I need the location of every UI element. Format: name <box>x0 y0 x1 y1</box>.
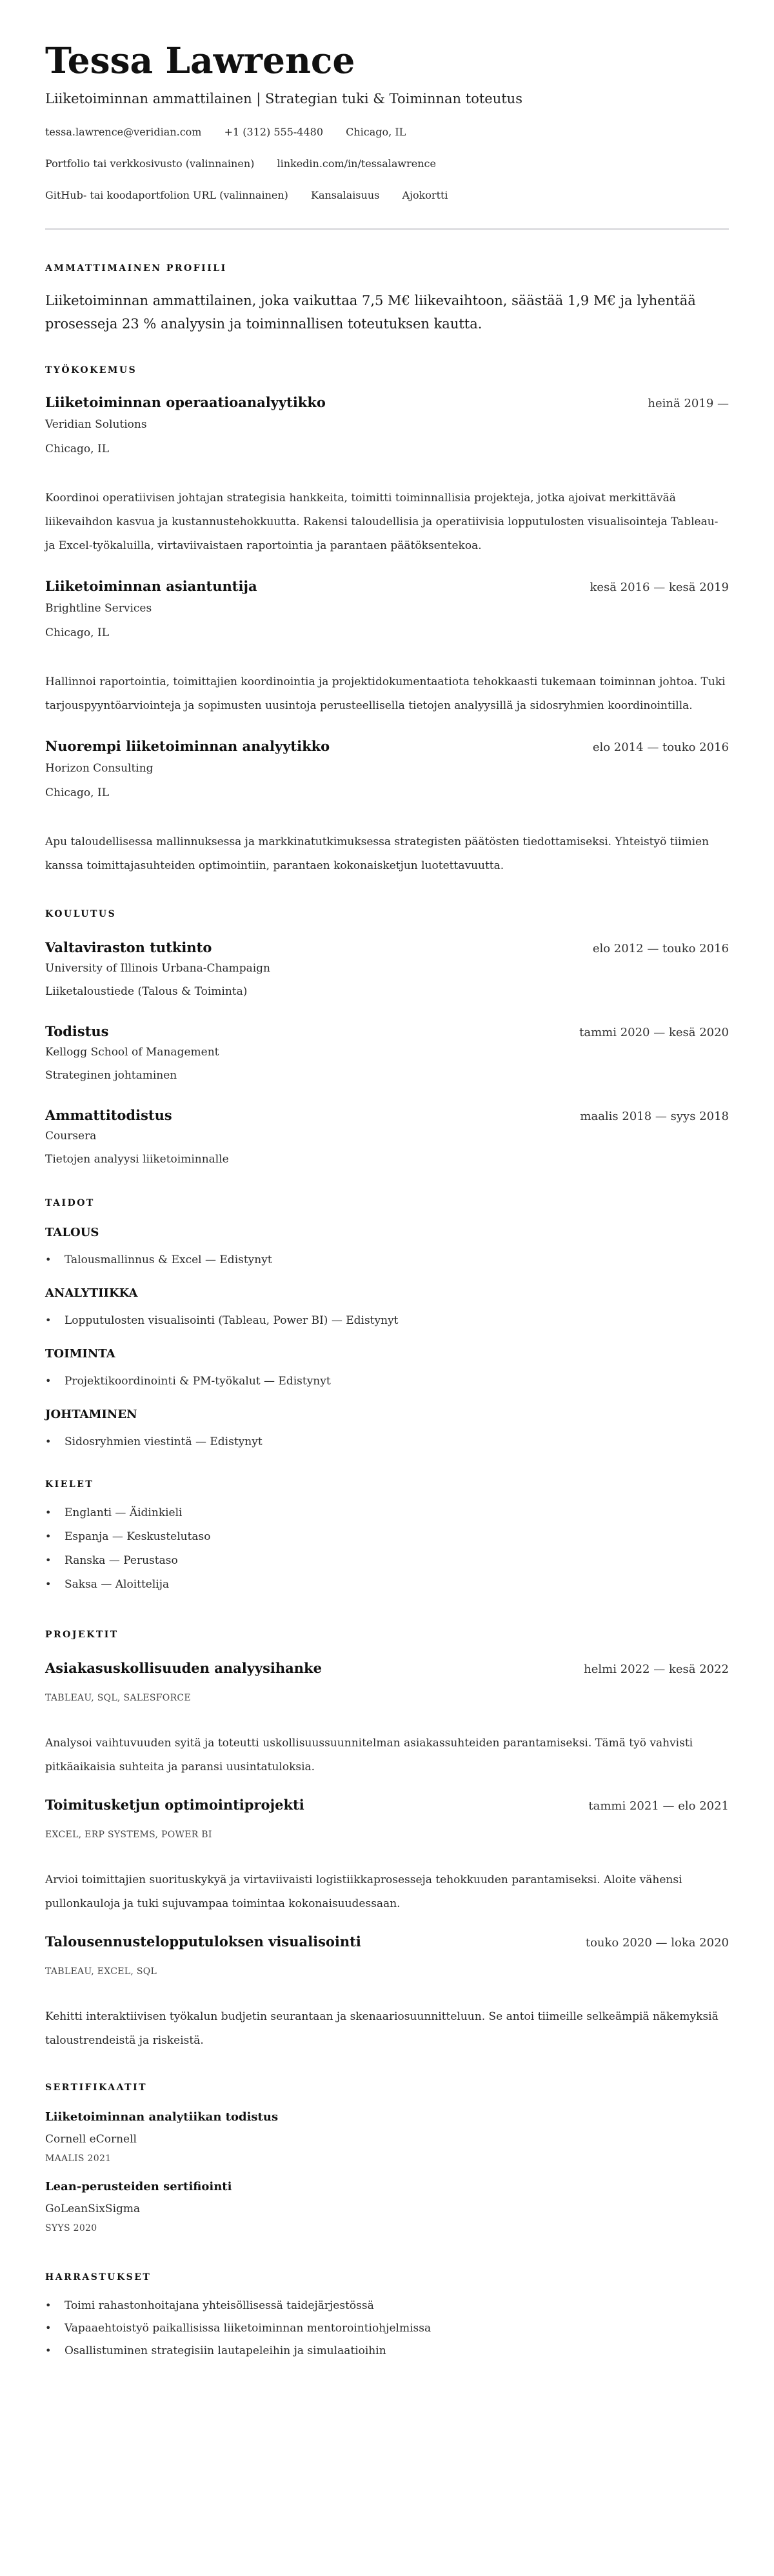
section-title-skills: TAIDOT <box>45 1198 95 1208</box>
hobby-item: • Vapaaehtoistyö paikallisissa liiketoiminnan mentorointiohjelmissa <box>45 2321 729 2336</box>
contact-github[interactable]: GitHub- tai koodaportfolion URL (valinnainen) <box>45 189 288 201</box>
profile-section <box>45 262 729 335</box>
hobby-list <box>45 2298 729 2359</box>
contact-phone[interactable]: +1 (312) 555-4480 <box>224 126 324 138</box>
job-location: Chicago, IL <box>45 626 109 639</box>
project-title: Asiakasuskollisuuden analyysihanke <box>45 1660 322 1676</box>
skill-group <box>45 1346 729 1389</box>
section-title-education: KOULUTUS <box>45 909 117 919</box>
project-entry <box>45 1796 729 1916</box>
project-title: Talousennustelopputuloksen visualisointi <box>45 1933 361 1950</box>
project-entry <box>45 1933 729 2053</box>
education-dates: maalis 2018 — syys 2018 <box>580 1110 729 1123</box>
skill-item: • Sidosryhmien viestintä — Edistynyt <box>45 1434 729 1450</box>
section-title-projects: PROJEKTIT <box>45 1630 119 1640</box>
contact-email[interactable]: tessa.lawrence@veridian.com <box>45 126 202 138</box>
skill-group <box>45 1225 729 1268</box>
job-dates: heinä 2019 — <box>648 397 729 410</box>
experience-section <box>45 364 729 878</box>
section-title-experience: TYÖKOKEMUS <box>45 365 137 375</box>
education-entry <box>45 1106 729 1167</box>
project-description: Kehitti interaktiivisen työkalun budjetin seurantaan ja skenaariosuunnitteluun. Se antoi tiimeille selkeämpiä näkemyksiä taloustrendeistä ja riskeistä. <box>45 2010 719 2047</box>
certification-issuer: Cornell eCornell <box>45 2133 137 2146</box>
company-name: Brightline Services <box>45 602 152 615</box>
skill-list <box>45 1313 729 1328</box>
languages-section <box>45 1478 729 1592</box>
job-description: Apu taloudellisessa mallinnuksessa ja markkinatutkimuksessa strategisten päätösten tiedottamiseksi. Yhteistyö tiimien kanssa toimittajasuhteiden optimointiin, parantaen kokonaisketjun luotettavuutta. <box>45 835 710 872</box>
project-title: Toimitusketjun optimointiprojekti <box>45 1797 304 1813</box>
certification-issuer: GoLeanSixSigma <box>45 2202 141 2215</box>
field-of-study: Tietojen analyysi liiketoiminnalle <box>45 1153 229 1166</box>
experience-entry <box>45 394 729 558</box>
skill-group-title: TALOUS <box>45 1226 99 1239</box>
contact-citizenship: Kansalaisuus <box>310 189 380 201</box>
degree-title: Ammattitodistus <box>45 1107 172 1123</box>
hobby-item: • Osallistuminen strategisiin lautapeleihin ja simulaatioihin <box>45 2343 729 2359</box>
certification-title: Liiketoiminnan analytiikan todistus <box>45 2110 279 2124</box>
contact-row <box>45 188 729 203</box>
skill-list <box>45 1252 729 1268</box>
skills-section <box>45 1197 729 1450</box>
certification-title: Lean-perusteiden sertifiointi <box>45 2180 232 2193</box>
skill-list <box>45 1373 729 1389</box>
section-title-languages: KIELET <box>45 1479 94 1490</box>
skill-item: • Lopputulosten visualisointi (Tableau, Power BI) — Edistynyt <box>45 1313 729 1328</box>
job-dates: elo 2014 — touko 2016 <box>592 741 729 754</box>
skill-item: • Projektikoordinointi & PM-työkalut — Edistynyt <box>45 1373 729 1389</box>
education-entry <box>45 939 729 999</box>
contact-location: Chicago, IL <box>346 126 406 138</box>
project-dates: helmi 2022 — kesä 2022 <box>584 1662 729 1676</box>
certification-entry <box>45 2110 729 2165</box>
experience-entry <box>45 737 729 878</box>
project-entry <box>45 1659 729 1779</box>
contact-linkedin[interactable]: linkedin.com/in/tessalawrence <box>277 157 436 170</box>
job-description: Hallinnoi raportointia, toimittajien koordinointia ja projektidokumentaatiota tehokkaasti tukemaan toiminnan johtoa. Tuki tarjouspyyntöarviointeja ja sopimusten uusintoja perusteellisella tietojen analyysillä ja sidosryhmien koordinointilla. <box>45 675 726 712</box>
contact-drivers-license: Ajokortti <box>402 189 448 201</box>
skill-group <box>45 1407 729 1450</box>
language-item: • Saksa — Aloittelija <box>45 1577 729 1592</box>
education-dates: elo 2012 — touko 2016 <box>592 942 729 955</box>
degree-title: Todistus <box>45 1023 109 1039</box>
skill-group-title: JOHTAMINEN <box>45 1408 137 1421</box>
skill-item: • Talousmallinnus & Excel — Edistynyt <box>45 1252 729 1268</box>
skill-group-title: ANALYTIIKKA <box>45 1286 138 1300</box>
language-item: • Englanti — Äidinkieli <box>45 1505 729 1521</box>
certification-date: SYYS 2020 <box>45 2223 97 2233</box>
job-title: Liiketoiminnan operaatioanalyytikko <box>45 394 326 410</box>
projects-section <box>45 1628 729 2053</box>
certifications-section <box>45 2081 729 2235</box>
experience-entry <box>45 577 729 718</box>
section-title-profile: AMMATTIMAINEN PROFIILI <box>45 263 227 274</box>
hobby-item: • Toimi rahastonhoitajana yhteisöllisessä taidejärjestössä <box>45 2298 729 2313</box>
field-of-study: Liiketaloustiede (Talous & Toiminta) <box>45 985 248 998</box>
project-description: Analysoi vaihtuvuuden syitä ja toteutti uskollisuussuunnitelman asiakassuhteiden parantamiseksi. Tämä työ vahvisti pitkäaikaisia suhteita ja paransi uusintatuloksia. <box>45 1737 693 1773</box>
certification-date: MAALIS 2021 <box>45 2153 112 2164</box>
degree-title: Valtaviraston tutkinto <box>45 939 212 955</box>
field-of-study: Strateginen johtaminen <box>45 1069 177 1082</box>
language-list <box>45 1505 729 1592</box>
project-dates: touko 2020 — loka 2020 <box>585 1936 729 1950</box>
job-title: Nuorempi liiketoiminnan analyytikko <box>45 738 330 754</box>
project-dates: tammi 2021 — elo 2021 <box>588 1799 729 1813</box>
candidate-headline: Liiketoiminnan ammattilainen | Strategian tuki & Toiminnan toteutus <box>45 91 522 106</box>
institution-name: Coursera <box>45 1130 97 1143</box>
project-tags: TABLEAU, EXCEL, SQL <box>45 1966 157 1977</box>
skill-group <box>45 1286 729 1328</box>
contact-portfolio[interactable]: Portfolio tai verkkosivusto (valinnainen) <box>45 157 255 170</box>
job-dates: kesä 2016 — kesä 2019 <box>590 581 729 594</box>
resume-header <box>45 40 729 203</box>
project-tags: EXCEL, ERP SYSTEMS, POWER BI <box>45 1830 212 1840</box>
education-entry <box>45 1023 729 1083</box>
project-description: Arvioi toimittajien suorituskykyä ja virtaviivaisti logistiikkaprosesseja tehokkuuden parantamiseksi. Aloite vähensi pullonkauloja ja tuki sujuvampaa toimintaa kokonaisuudessaan. <box>45 1873 682 1910</box>
education-section <box>45 908 729 1167</box>
contact-row <box>45 157 729 171</box>
company-name: Horizon Consulting <box>45 762 154 775</box>
project-tags: TABLEAU, SQL, SALESFORCE <box>45 1693 191 1703</box>
institution-name: University of Illinois Urbana-Champaign <box>45 962 271 975</box>
profile-summary: Liiketoiminnan ammattilainen, joka vaikuttaa 7,5 M€ liikevaihtoon, säästää 1,9 M€ ja lyhentää prosesseja 23 % analyysin ja toiminnallisen toteutuksen kautta. <box>45 293 696 332</box>
skill-list <box>45 1434 729 1450</box>
education-dates: tammi 2020 — kesä 2020 <box>579 1026 729 1039</box>
job-location: Chicago, IL <box>45 786 109 799</box>
language-item: • Ranska — Perustaso <box>45 1553 729 1568</box>
job-location: Chicago, IL <box>45 443 109 455</box>
hobbies-section <box>45 2271 729 2359</box>
language-item: • Espanja — Keskustelutaso <box>45 1529 729 1544</box>
institution-name: Kellogg School of Management <box>45 1046 219 1059</box>
certification-entry <box>45 2179 729 2235</box>
job-description: Koordinoi operatiivisen johtajan strategisia hankkeita, toimitti toiminnallisia projekteja, jotka ajoivat merkittävää liikevaihdon kasvua ja kustannustehokkuutta. Rakensi taloudellisia ja operatiivisia lopputulosten visualisointeja Tableau- ja Excel-työkaluilla, virtaviivaistaen raportointia ja parantaen päätöksentekoa. <box>45 492 719 552</box>
company-name: Veridian Solutions <box>45 418 147 431</box>
job-title: Liiketoiminnan asiantuntija <box>45 578 257 594</box>
header-divider <box>45 228 729 230</box>
skill-group-title: TOIMINTA <box>45 1347 115 1361</box>
section-title-certifications: SERTIFIKAATIT <box>45 2082 148 2093</box>
section-title-hobbies: HARRASTUKSET <box>45 2272 152 2282</box>
contact-row <box>45 125 729 139</box>
candidate-name: Tessa Lawrence <box>45 39 355 81</box>
